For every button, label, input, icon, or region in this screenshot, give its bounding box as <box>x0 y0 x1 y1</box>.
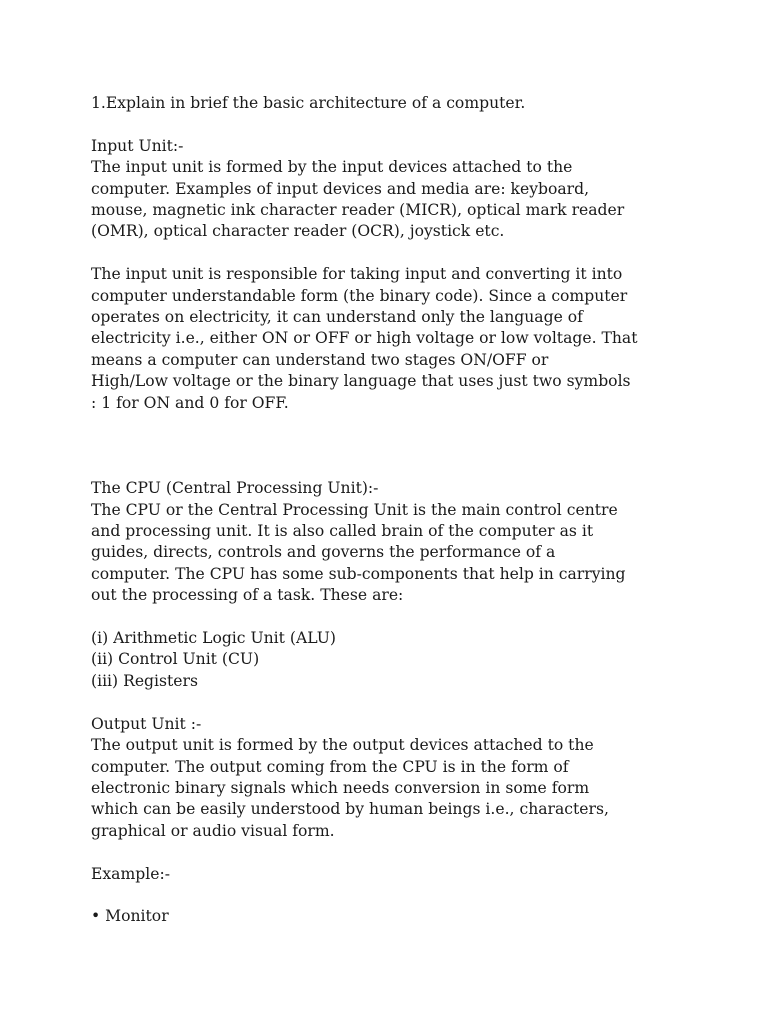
spacer <box>91 842 691 863</box>
spacer <box>91 414 691 478</box>
list-item: (i) Arithmetic Logic Unit (ALU) <box>91 629 336 648</box>
list-item: (iii) Registers <box>91 671 198 690</box>
text-line: High/Low voltage or the binary language that uses just two symbols <box>91 372 631 391</box>
spacer <box>91 114 691 135</box>
text-line: The input unit is responsible for taking input and converting it into <box>91 265 623 284</box>
text-line: electricity i.e., either ON or OFF or high voltage or low voltage. That <box>91 329 638 348</box>
cpu-paragraph <box>91 500 691 607</box>
text-line: which can be easily understood by human beings i.e., characters, <box>91 800 609 819</box>
example-label: Example:- <box>91 864 170 883</box>
examples-list <box>91 906 691 927</box>
text-line: guides, directs, controls and governs the performance of a <box>91 543 556 562</box>
text-line: graphical or audio visual form. <box>91 821 335 840</box>
list-item: • Monitor <box>91 907 169 926</box>
text-line: operates on electricity, it can understand only the language of <box>91 308 583 327</box>
text-line: computer understandable form (the binary code). Since a computer <box>91 286 628 305</box>
text-line: out the processing of a task. These are: <box>91 586 404 605</box>
text-line: computer. The CPU has some sub-components that help in carrying <box>91 564 626 583</box>
text-line: electronic binary signals which needs conversion in some form <box>91 778 590 797</box>
text-line: The output unit is formed by the output devices attached to the <box>91 736 594 755</box>
text-line: computer. The output coming from the CPU is in the form of <box>91 757 569 776</box>
text-line: computer. Examples of input devices and media are: keyboard, <box>91 179 590 198</box>
input-unit-paragraph-1 <box>91 157 691 243</box>
text-line: mouse, magnetic ink character reader (MICR), optical mark reader <box>91 201 625 220</box>
document-body <box>91 93 691 928</box>
text-line: The input unit is formed by the input devices attached to the <box>91 158 573 177</box>
input-unit-paragraph-2 <box>91 264 691 414</box>
spacer <box>91 885 691 906</box>
spacer <box>91 692 691 713</box>
spacer <box>91 607 691 628</box>
text-line: : 1 for ON and 0 for OFF. <box>91 393 289 412</box>
text-line: and processing unit. It is also called brain of the computer as it <box>91 522 594 541</box>
spacer <box>91 243 691 264</box>
output-unit-paragraph <box>91 735 691 842</box>
text-line: (OMR), optical character reader (OCR), joystick etc. <box>91 222 505 241</box>
list-item: (ii) Control Unit (CU) <box>91 650 260 669</box>
cpu-components-list <box>91 628 691 692</box>
output-unit-heading: Output Unit :- <box>91 714 202 733</box>
text-line: means a computer can understand two stages ON/OFF or <box>91 350 549 369</box>
input-unit-heading: Input Unit:- <box>91 136 184 155</box>
cpu-heading: The CPU (Central Processing Unit):- <box>91 479 379 498</box>
question-heading: 1.Explain in brief the basic architecture of a computer. <box>91 94 526 112</box>
text-line: The CPU or the Central Processing Unit is the main control centre <box>91 500 618 519</box>
